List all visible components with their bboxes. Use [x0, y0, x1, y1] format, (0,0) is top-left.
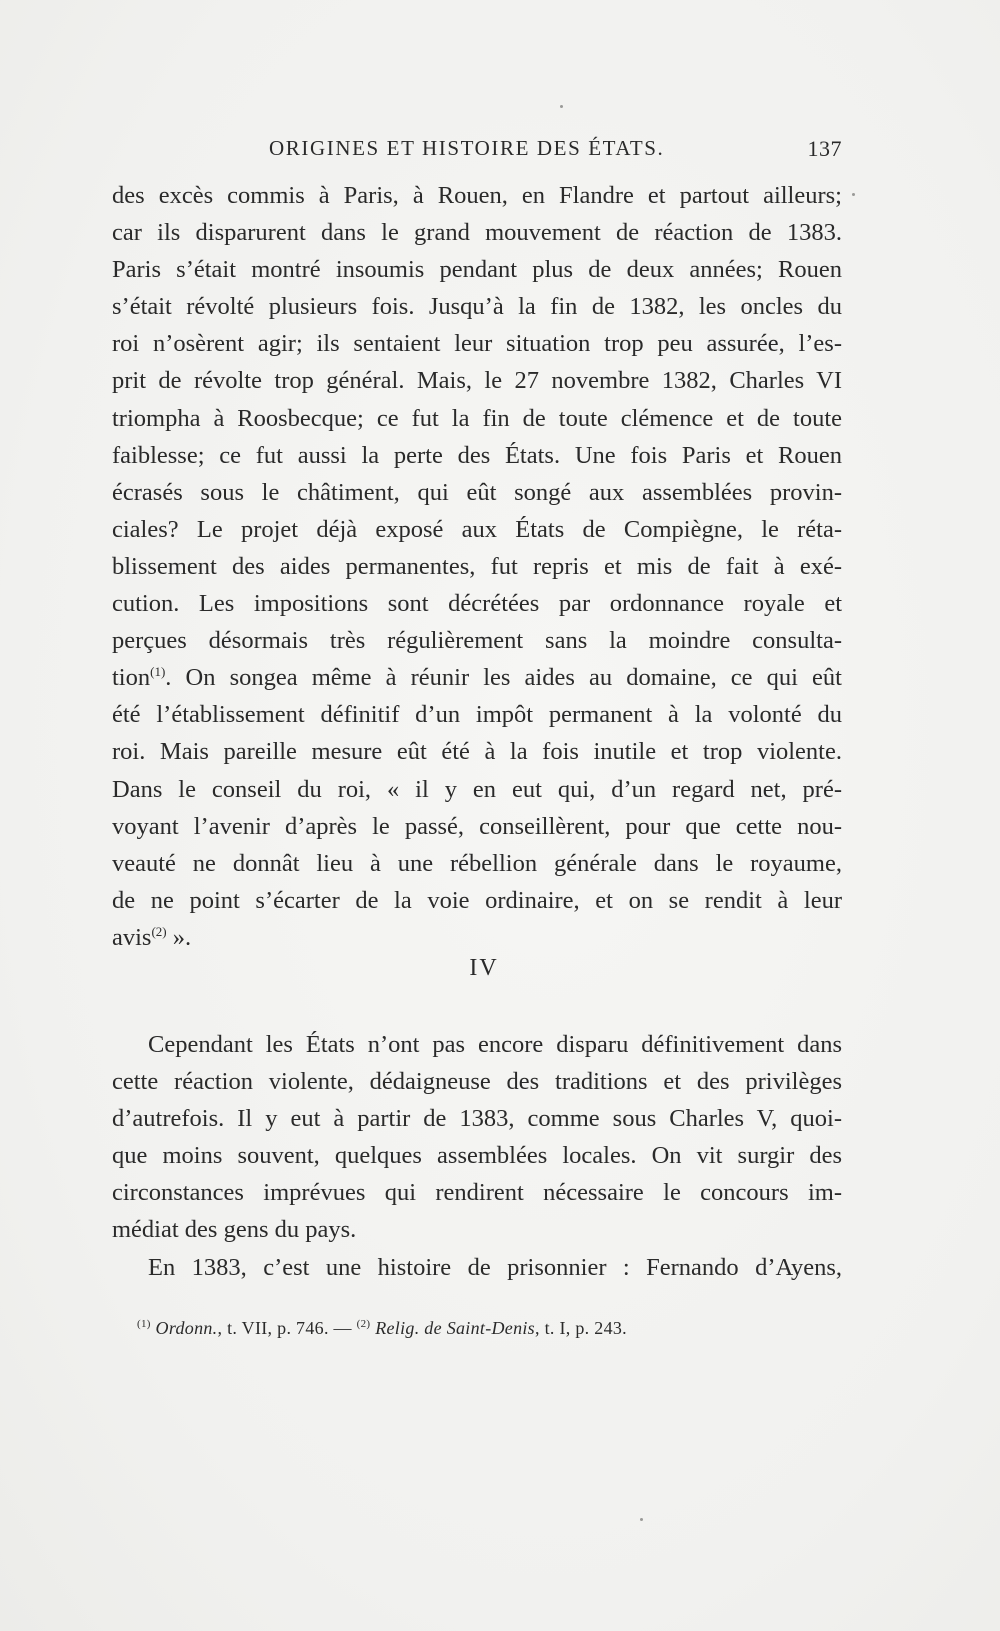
text-line: Paris s’était montré insoumis pendant plus de deux années; Rouen: [112, 256, 842, 284]
text-line-with-note: [112, 659, 842, 696]
paper-speck: [852, 193, 855, 196]
text-line: d’autrefois. Il y eut à partir de 1383, comme sous Charles V, quoi-: [112, 1105, 842, 1133]
text-line: médiat des gens du pays.: [112, 1216, 357, 1244]
text-line: triompha à Roosbecque; ce fut la fin de toute clémence et de toute: [112, 404, 842, 432]
paper-speck: [560, 105, 563, 108]
section-heading: IV: [469, 955, 499, 981]
text-line: écrasés sous le châtiment, qui eût songé aux assemblées provin-: [112, 478, 842, 506]
text-line: cette réaction violente, dédaigneuse des traditions et des privilèges: [112, 1068, 842, 1096]
line-start: avis: [112, 923, 152, 951]
paragraph-main: [112, 177, 842, 956]
footnote-2-ref: , t. I, p. 243.: [534, 1318, 627, 1338]
line-rest: . On songea même à réunir les aides au domaine, ce qui eût: [165, 664, 842, 692]
text-line: roi n’osèrent agir; ils sentaient leur situation trop peu assurée, l’es-: [112, 330, 842, 358]
text-line: cution. Les impositions sont décrétées par ordonnance royale et: [112, 590, 842, 618]
text-line: En 1383, c’est une histoire de prisonnier : Fernando d’Ayens,: [148, 1253, 842, 1281]
footnote-mark-2: (2): [356, 1318, 371, 1330]
text-line: de ne point s’écarter de la voie ordinaire, et on se rendit à leur: [112, 886, 842, 914]
footnote-mark-1: (1): [137, 1318, 151, 1330]
text-line: des excès commis à Paris, à Rouen, en Flandre et partout ailleurs;: [112, 182, 842, 209]
footnote-ref-2[interactable]: (2): [151, 923, 167, 939]
line-rest: ».: [166, 923, 192, 951]
text-line: Cependant les États n’ont pas encore disparu définitivement dans: [148, 1031, 842, 1058]
paragraph-section-iv: [112, 1026, 842, 1286]
footnotes: [137, 1318, 842, 1339]
text-line: s’était révolté plusieurs fois. Jusqu’à la fin de 1382, les oncles du: [112, 293, 842, 321]
footnote-1-ref: , t. VII, p. 746. —: [217, 1318, 352, 1338]
text-line: circonstances imprévues qui rendirent nécessaire le concours im-: [112, 1179, 842, 1207]
paper-speck: [640, 1518, 643, 1521]
text-line-with-note: [112, 919, 842, 956]
text-line: perçues désormais très régulièrement sans la moindre consulta-: [112, 627, 842, 655]
text-line: que moins souvent, quelques assemblées locales. On vit surgir des: [112, 1142, 842, 1170]
running-title: ORIGINES ET HISTOIRE DES ÉTATS.: [269, 136, 665, 160]
footnote-2-source: Relig. de Saint-Denis: [375, 1318, 535, 1338]
line-start: tion: [112, 664, 151, 692]
text-line: roi. Mais pareille mesure eût été à la fois inutile et trop violente.: [112, 738, 842, 766]
footnote-ref-1[interactable]: (1): [150, 664, 166, 680]
text-line: veauté ne donnât lieu à une rébellion générale dans le royaume,: [112, 849, 842, 877]
running-head: [112, 136, 842, 166]
text-line: Dans le conseil du roi, « il y en eut qui, d’un regard net, pré-: [112, 775, 842, 803]
text-line: car ils disparurent dans le grand mouvement de réaction de 1383.: [112, 219, 842, 247]
text-line: été l’établissement définitif d’un impôt permanent à la volonté du: [112, 701, 842, 729]
text-line: prit de révolte trop général. Mais, le 27 novembre 1382, Charles VI: [112, 367, 842, 395]
text-line: blissement des aides permanentes, fut repris et mis de fait à exé-: [112, 552, 842, 580]
text-line: voyant l’avenir d’après le passé, conseillèrent, pour que cette nou-: [112, 812, 842, 840]
footnote-1-source: Ordonn.: [155, 1318, 218, 1338]
text-line: faiblesse; ce fut aussi la perte des États. Une fois Paris et Rouen: [112, 441, 842, 469]
page-number: 137: [807, 136, 842, 161]
text-line: ciales? Le projet déjà exposé aux États de Compiègne, le réta-: [112, 515, 842, 543]
